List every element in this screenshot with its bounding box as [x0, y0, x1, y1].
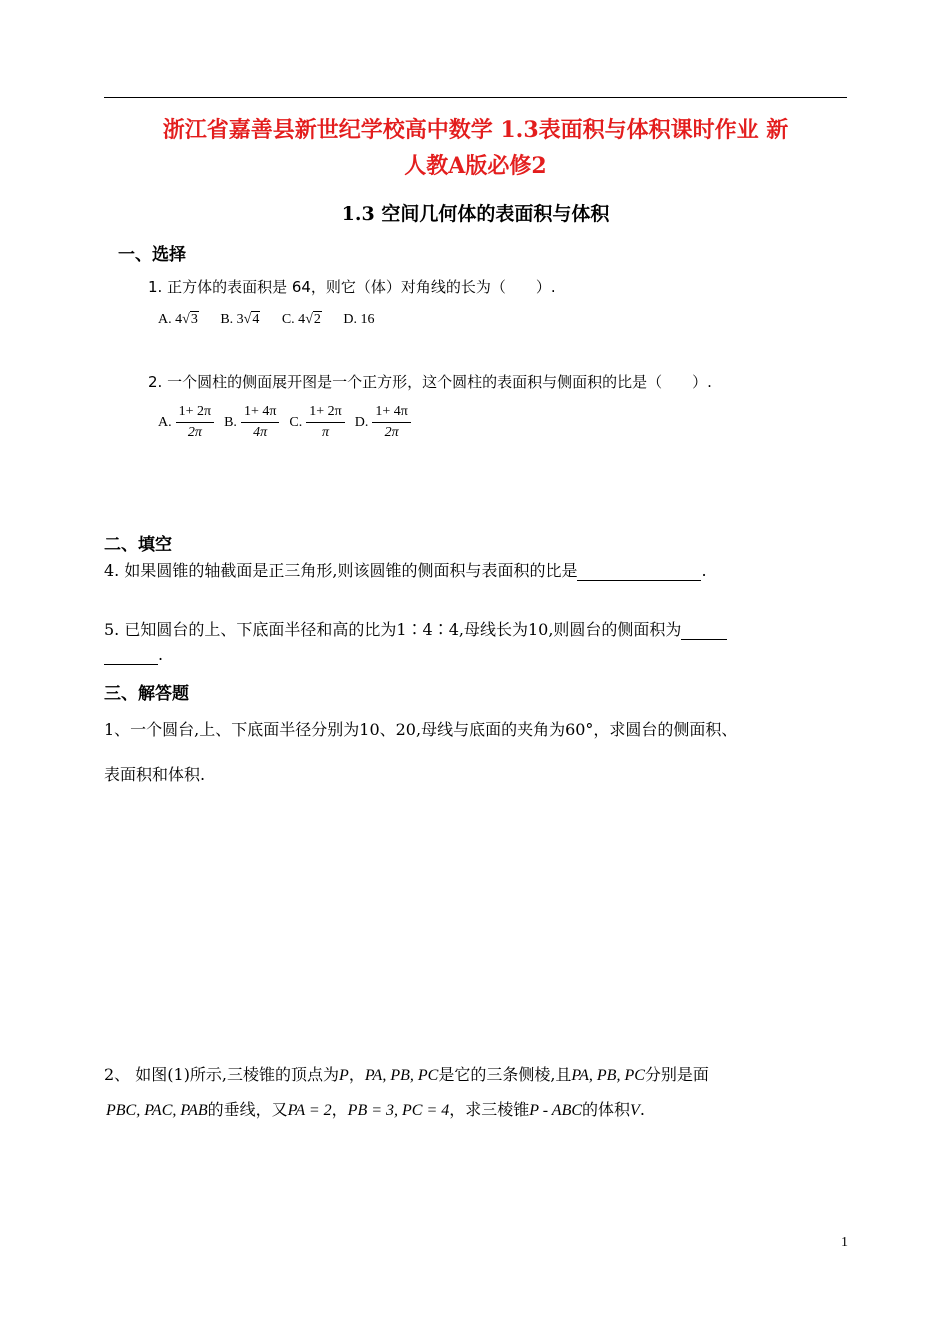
option-b: B. 3√4 [220, 312, 260, 327]
option-d: D. 16 [343, 312, 375, 327]
title-line-2: 人教A版必修2 [404, 153, 547, 179]
answer-blank-5 [681, 620, 727, 640]
option-d: D. $\frac{1+ 4\pi}{2\pi}$ [355, 404, 411, 441]
section-heading-solve: 三、解答题 [104, 684, 189, 704]
problem-2-line-2: PBC, PAC, PAB的垂线，又PA = 2，PB = 3, PC = 4，求三棱锥P - ABC的体积V. [106, 1100, 645, 1119]
option-a: A. $\frac{1+ 2\pi}{2\pi}$ [158, 404, 214, 441]
question-2-text: 2. 一个圆柱的侧面展开图是一个正方形，这个圆柱的表面积与侧面积的比是（ ）. [148, 373, 712, 391]
question-5-continued: . [104, 645, 163, 665]
section-heading-choice: 一、选择 [118, 245, 186, 265]
question-5: 5. 已知圆台的上、下底面半径和高的比为1∶4∶4,母线长为10,则圆台的侧面积为 [104, 617, 727, 640]
question-1-options [158, 312, 393, 328]
answer-blank-4 [577, 561, 701, 581]
document-title [104, 112, 847, 184]
option-c: C. 4√2 [281, 312, 321, 327]
question-4: 4. 如果圆锥的轴截面是正三角形,则该圆锥的侧面积与表面积的比是 . [104, 561, 707, 580]
problem-1-line-2: 表面积和体积. [104, 765, 206, 784]
option-a: A. 4√3 [158, 312, 198, 327]
question-2-options [158, 404, 421, 441]
header-rule [104, 97, 847, 98]
title-line-1: 浙江省嘉善县新世纪学校高中数学 1.3表面积与体积课时作业 新 [162, 117, 789, 143]
question-1-text: 1. 正方体的表面积是 64，则它（体）对角线的长为（ ）. [148, 278, 556, 296]
problem-2-line-1: 2、 如图(1)所示,三棱锥的顶点为P，PA, PB, PC是它的三条侧棱,且PA, PB, PC分别是面 [104, 1065, 709, 1084]
problem-1-line-1: 1、一个圆台,上、下底面半径分别为10、20,母线与底面的夹角为60°，求圆台的侧面积、 [104, 720, 738, 739]
option-c: C. $\frac{1+ 2\pi}{\pi}$ [289, 404, 344, 441]
page-number: 1 [841, 1235, 848, 1250]
section-title: 1.3 空间几何体的表面积与体积 [341, 203, 610, 225]
answer-blank-5-cont [104, 645, 158, 665]
section-heading-fill: 二、填空 [104, 535, 172, 555]
option-b: B. $\frac{1+ 4\pi}{4\pi}$ [224, 404, 279, 441]
